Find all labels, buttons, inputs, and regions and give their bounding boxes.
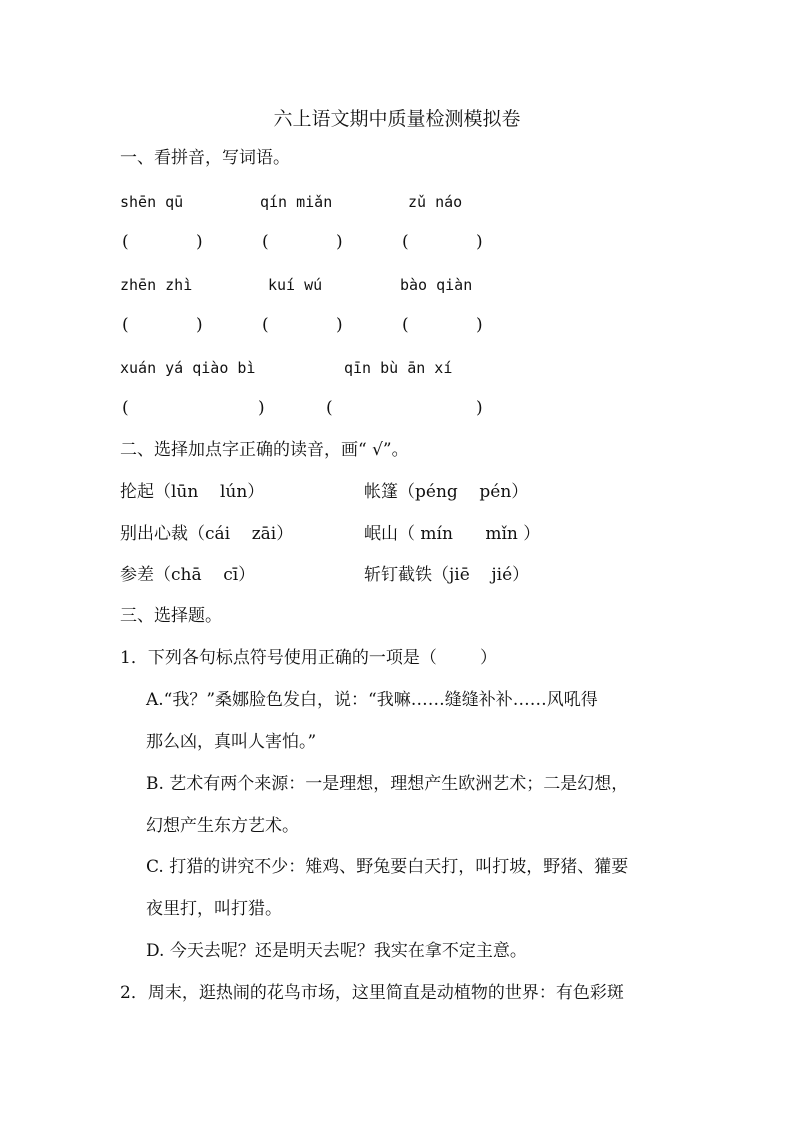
answer-bracket-open: ( (326, 398, 333, 418)
option-b-line2: 幻想产生东方艺术。 (146, 816, 299, 836)
reading-item: 岷山（ mín mǐn ） (364, 524, 541, 544)
answer-bracket-open: ( (262, 232, 269, 252)
question-2-stem: 2．周末，逛热闹的花鸟市场，这里简直是动植物的世界：有色彩斑 (120, 983, 624, 1003)
option-d-line1: D. 今天去呢？还是明天去呢？我实在拿不定主意。 (146, 941, 527, 961)
pinyin-6: bào qiàn (400, 276, 473, 294)
pinyin-7: xuán yá qiào bì (120, 359, 256, 377)
option-a-line1: A.“我？”桑娜脸色发白，说：“我嘛……缝缝补补……风吼得 (146, 690, 598, 710)
reading-item: 别出心裁（cái zāi） (120, 524, 294, 544)
answer-bracket-open: ( (262, 315, 269, 335)
section2-heading: 二、选择加点字正确的读音，画“ √”。 (120, 440, 409, 460)
answer-bracket-open: ( (122, 398, 129, 418)
option-a-line2: 那么凶，真叫人害怕。” (146, 732, 317, 752)
question-1-stem: 1．下列各句标点符号使用正确的一项是（ ） (120, 648, 498, 668)
option-c-line2: 夜里打，叫打猎。 (146, 899, 282, 919)
answer-bracket-close: ) (476, 398, 483, 418)
page-title: 六上语文期中质量检测模拟卷 (273, 108, 521, 130)
option-b-line1: B. 艺术有两个来源：一是理想，理想产生欧洲艺术；二是幻想， (146, 774, 629, 794)
pinyin-5: kuí wú (268, 276, 323, 294)
reading-item: 参差（chā cī） (120, 565, 256, 585)
answer-bracket-close: ) (336, 232, 343, 252)
pinyin-8: qīn bù ān xí (344, 359, 453, 377)
answer-bracket-open: ( (122, 315, 129, 335)
pinyin-3: zǔ náo (408, 193, 463, 211)
answer-bracket-close: ) (196, 232, 203, 252)
reading-item: 帐篷（péng pén） (364, 482, 529, 502)
option-c-line1: C. 打猎的讲究不少：雉鸡、野兔要白天打，叫打坡，野猪、獾要 (146, 857, 629, 877)
pinyin-4: zhēn zhì (120, 276, 193, 294)
answer-bracket-close: ) (258, 398, 265, 418)
reading-item: 抡起（lūn lún） (120, 482, 265, 502)
answer-bracket-close: ) (476, 315, 483, 335)
answer-bracket-open: ( (402, 232, 409, 252)
answer-bracket-open: ( (122, 232, 129, 252)
answer-bracket-close: ) (476, 232, 483, 252)
answer-bracket-close: ) (196, 315, 203, 335)
answer-bracket-open: ( (402, 315, 409, 335)
pinyin-2: qín miǎn (260, 193, 333, 211)
reading-item: 斩钉截铁（jiē jié） (364, 565, 530, 585)
answer-bracket-close: ) (336, 315, 343, 335)
pinyin-1: shēn qū (120, 193, 184, 211)
section1-heading: 一、看拼音，写词语。 (120, 148, 290, 168)
section3-heading: 三、选择题。 (120, 606, 222, 626)
